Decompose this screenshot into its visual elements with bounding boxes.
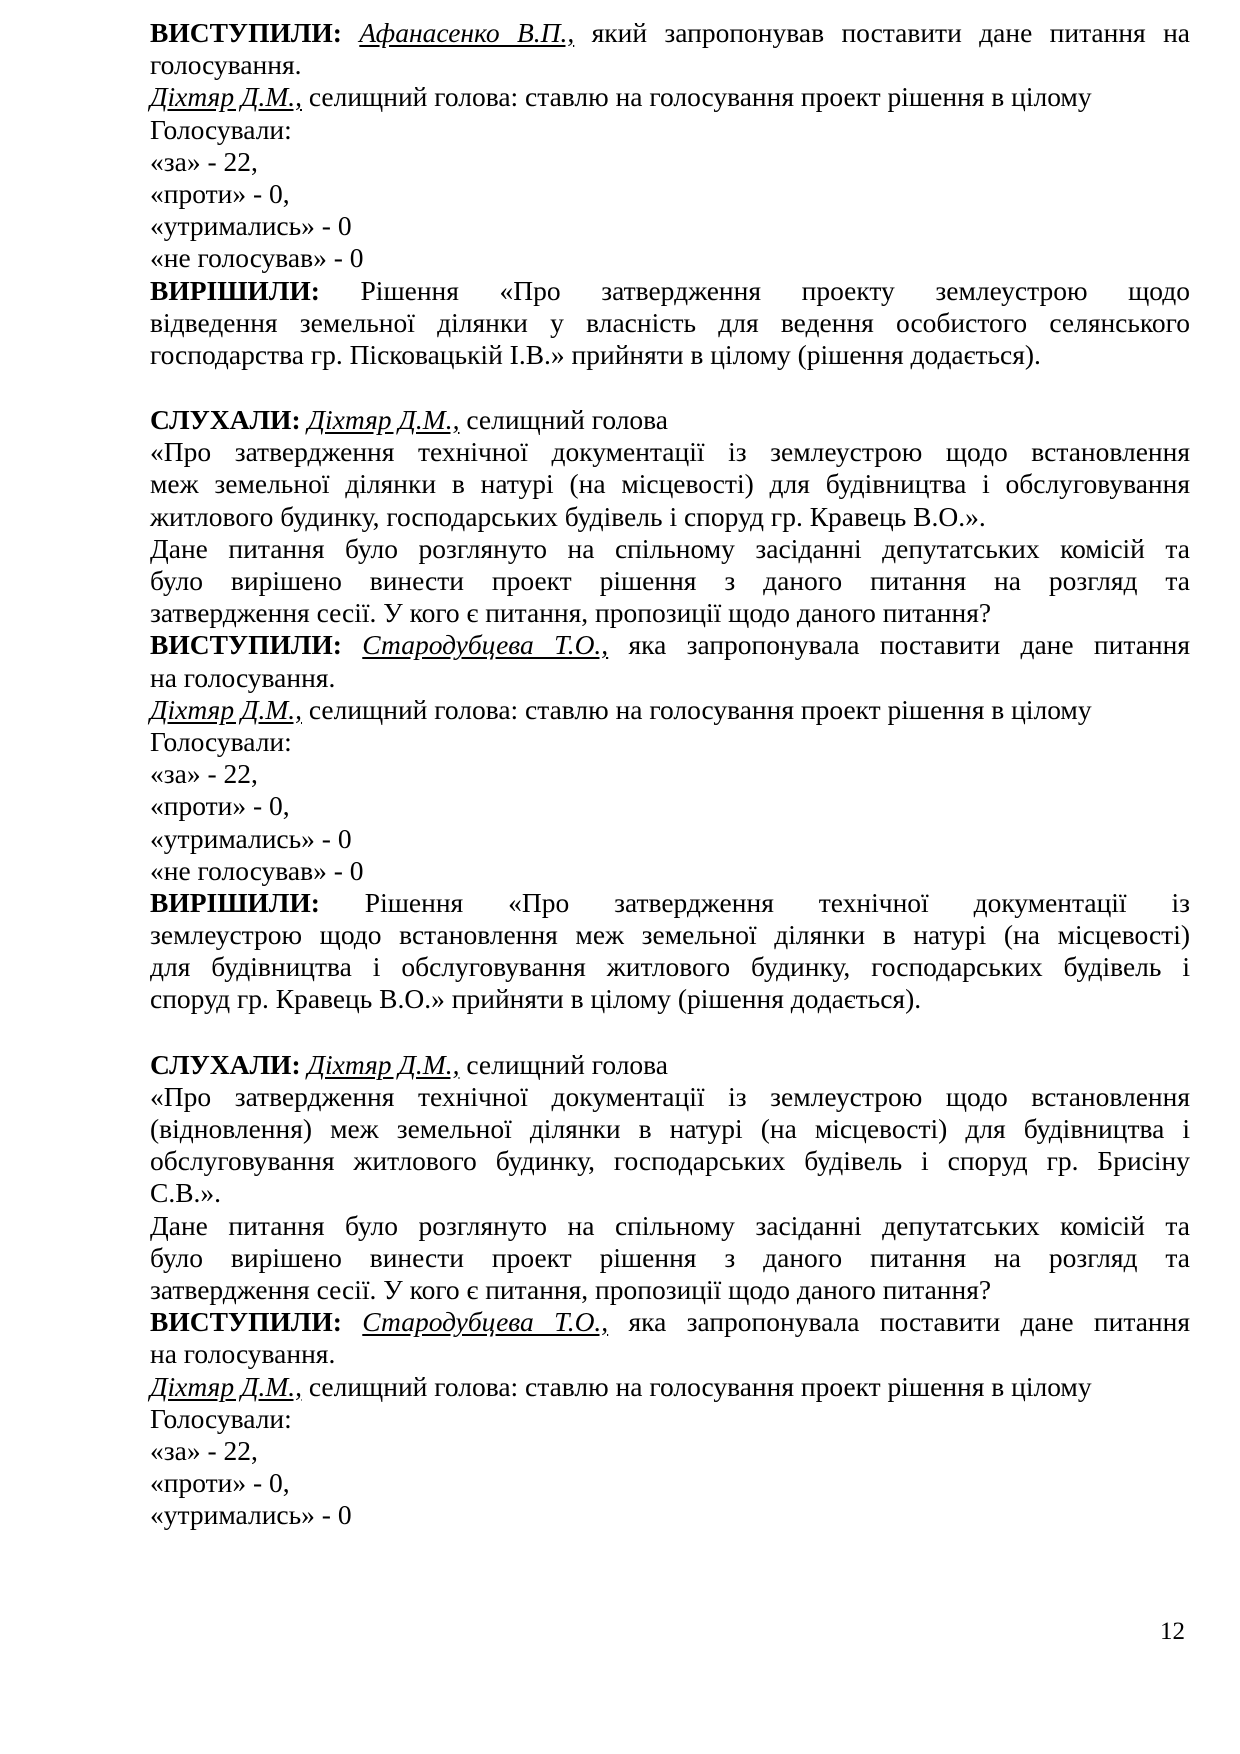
vote-for: «за» - 22, [150,758,258,790]
speaker-line-cont: на голосування. [150,661,336,693]
head-name: Діхтяр Д.М., [150,693,302,725]
topic-line: меж земельної ділянки в натурі (на місцевості) для будівництва і обслуговування [150,468,1190,500]
head-vote-call [150,1371,1190,1403]
note-line: було вирішено винести проект рішення з даного питання на розгляд та [150,1241,1190,1273]
speaker-name: Афанасенко В.П., [359,17,575,48]
decision-line: землеустрою щодо встановлення меж земельної ділянки в натурі (на місцевості) [150,919,1190,951]
head-text: селищний голова: ставлю на голосування проект рішення в цілому [301,81,1092,113]
vote-against: «проти» - 0, [150,177,290,209]
head-text: селищний голова: ставлю на голосування проект рішення в цілому [301,693,1092,725]
vote-for: «за» - 22, [150,1434,258,1466]
decision-line [150,275,1190,307]
section-label-vystupyly: ВИСТУПИЛИ: [150,1306,342,1338]
decision-text: Рішення «Про затвердження проекту землеустрою щодо [319,274,1190,306]
vote-novote: «не голосував» - 0 [150,242,364,274]
decision-line: для будівництва і обслуговування житлового будинку, господарських будівель і [150,951,1190,983]
head-text: селищний голова: ставлю на голосування проект рішення в цілому [301,1370,1092,1402]
head-role: селищний голова [459,404,669,436]
vote-novote: «не голосував» - 0 [150,854,364,886]
decision-text: Рішення «Про затвердження технічної документації із [319,886,1190,918]
speaker-text: який запропонував поставити дане питання на [574,17,1190,48]
speaker-name: Стародубцева Т.О., [362,1306,609,1338]
decision-line: господарства гр. Пісковацькій І.В.» прийняти в цілому (рішення додається). [150,338,1041,370]
vote-against: «проти» - 0, [150,790,290,822]
head-name: Діхтяр Д.М., [150,81,302,113]
topic-line: «Про затвердження технічної документації із землеустрою щодо встановлення [150,1080,1190,1112]
note-line: Дане питання було розглянуто на спільному засіданні депутатських комісій та [150,1209,1190,1241]
speaker-line-cont: голосування. [150,49,302,81]
note-line: затвердження сесії. У кого є питання, пропозиції щодо даного питання? [150,1273,992,1305]
document-page [150,17,1190,1531]
decision-line [150,887,1190,919]
head-name: Діхтяр Д.М., [150,1370,302,1402]
note-line: було вирішено винести проект рішення з даного питання на розгляд та [150,565,1190,596]
speaker-text: яка запропонувала поставити дане питання [608,1306,1190,1338]
section-label-vyrishyly: ВИРІШИЛИ: [150,274,320,306]
sluhaly-line [150,404,1190,436]
head-name: Діхтяр Д.М., [307,404,460,436]
section-label-vystupyly: ВИСТУПИЛИ: [150,629,342,661]
head-name: Діхтяр Д.М., [307,1048,460,1080]
speaker-name: Стародубцева Т.О., [362,629,609,661]
vote-abstain: «утримались» - 0 [150,822,352,854]
head-vote-call [150,81,1190,113]
speaker-line [150,1306,1190,1338]
topic-line: (відновлення) меж земельної ділянки в натурі (на місцевості) для будівництва і [150,1113,1190,1144]
decision-line: відведення земельної ділянки у власність для ведення особистого селянського [150,306,1190,338]
vote-abstain: «утримались» - 0 [150,1499,352,1531]
votes-title: Голосували: [150,725,292,757]
note-line: затвердження сесії. У кого є питання, пропозиції щодо даного питання? [150,597,992,629]
section-label-vyrishyly: ВИРІШИЛИ: [150,886,320,918]
topic-line: житлового будинку, господарських будівель і споруд гр. Кравець В.О.». [150,500,986,532]
vote-against: «проти» - 0, [150,1467,290,1499]
section-label-sluhaly: СЛУХАЛИ: [150,404,301,436]
topic-line: обслуговування житлового будинку, господарських будівель і споруд гр. Брисіну [150,1145,1190,1177]
vote-abstain: «утримались» - 0 [150,210,352,242]
votes-title: Голосували: [150,113,292,145]
speaker-line-cont: на голосування. [150,1338,336,1370]
speaker-line [150,629,1190,661]
speaker-line [150,17,1190,49]
votes-title: Голосували: [150,1402,292,1434]
speaker-text: яка запропонувала поставити дане питання [608,629,1190,661]
topic-line: С.В.». [150,1177,222,1209]
head-role: селищний голова [459,1048,669,1080]
head-vote-call [150,694,1190,726]
section-label-sluhaly: СЛУХАЛИ: [150,1048,301,1080]
section-label-vystupyly: ВИСТУПИЛИ: [150,17,342,48]
topic-line: «Про затвердження технічної документації із землеустрою щодо встановлення [150,436,1190,468]
vote-for: «за» - 22, [150,145,258,177]
note-line: Дане питання було розглянуто на спільному засіданні депутатських комісій та [150,532,1190,564]
page-number: 12 [1160,1618,1185,1645]
decision-line: споруд гр. Кравець В.О.» прийняти в цілому (рішення додається). [150,983,922,1015]
sluhaly-line [150,1049,1190,1081]
